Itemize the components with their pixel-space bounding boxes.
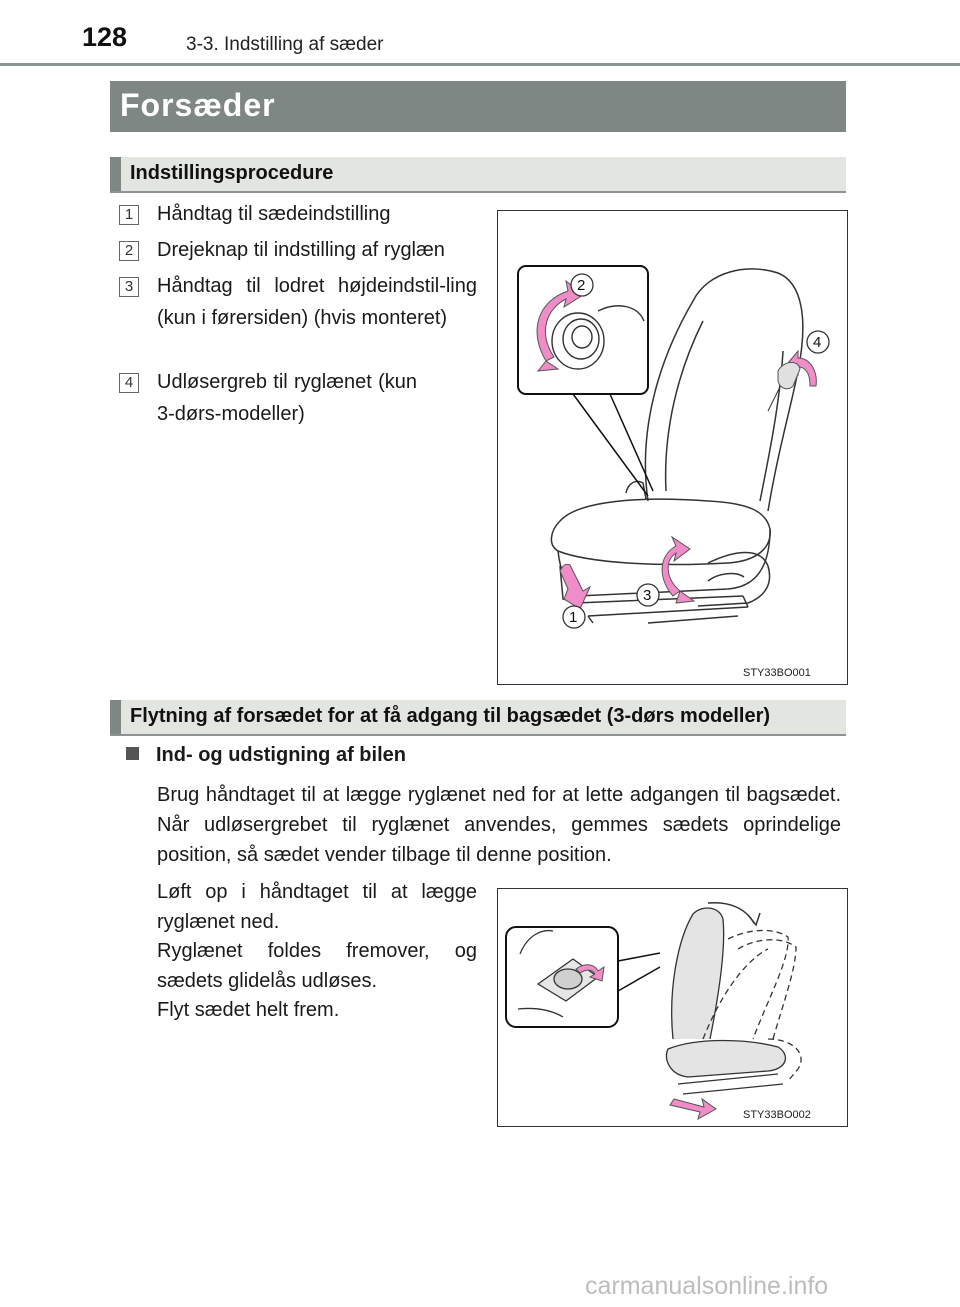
- callout-number: 4: [119, 373, 139, 393]
- chapter-title: 3-3. Indstilling af sæder: [186, 34, 384, 55]
- list-item-text: Udløsergreb til ryglænet (kun 3-dørs-modeller): [157, 371, 417, 425]
- watermark: carmanualsonline.info: [585, 1272, 829, 1300]
- figure-code: STY33BO001: [743, 667, 811, 679]
- title-bar: [110, 81, 846, 132]
- figure-code: STY33BO002: [743, 1109, 811, 1121]
- list-item-text: Håndtag til sædeindstilling: [157, 203, 391, 225]
- page-number: 128: [82, 22, 128, 52]
- step-text: Løft op i håndtaget til at lægge ryglænet ned.: [157, 881, 477, 933]
- step-text: Ryglænet foldes fremover, og sædets glidelås udløses.: [157, 940, 477, 992]
- step-text: Flyt sædet helt frem.: [157, 999, 340, 1021]
- callout-number: 1: [119, 205, 139, 225]
- header-rule: [0, 63, 960, 66]
- callout-3: 3: [643, 587, 652, 604]
- seat-fold-figure: [497, 888, 848, 1127]
- page-title: Forsæder: [120, 87, 276, 123]
- callout-4: 4: [813, 334, 822, 351]
- callout-2: 2: [577, 277, 586, 294]
- square-bullet-icon: [126, 747, 139, 760]
- seat-adjustment-figure: [497, 210, 848, 685]
- section-heading-label: Indstillingsprocedure: [130, 162, 334, 184]
- section-heading-rear-access: [110, 700, 846, 736]
- callout-number: 2: [119, 241, 139, 261]
- body-paragraph: Brug håndtaget til at lægge ryglænet ned for at lette adgangen til bagsædet. Når udløsergrebet til ryglænet anvendes, gemmes sædets oprindelige position, så sædet vender tilbage til denne position.: [157, 784, 841, 866]
- seat-fold-illustration: [498, 889, 847, 1126]
- callout-1: 1: [569, 609, 578, 626]
- callout-number: 3: [119, 277, 139, 297]
- section-heading-label: Flytning af forsædet for at få adgang til bagsædet (3-dørs modeller): [130, 705, 771, 727]
- section-heading-procedure: [110, 157, 846, 193]
- steps-paragraph: [157, 878, 477, 1026]
- list-item-text: Håndtag til lodret højdeindstil-ling (kun i førersiden) (hvis monteret): [157, 275, 477, 329]
- subheading: [126, 744, 406, 767]
- section-marker: [110, 700, 121, 734]
- list-item-text: Drejeknap til indstilling af ryglæn: [157, 239, 445, 261]
- section-marker: [110, 157, 121, 191]
- seat-illustration: [498, 211, 847, 684]
- subheading-text: Ind- og udstigning af bilen: [156, 744, 406, 766]
